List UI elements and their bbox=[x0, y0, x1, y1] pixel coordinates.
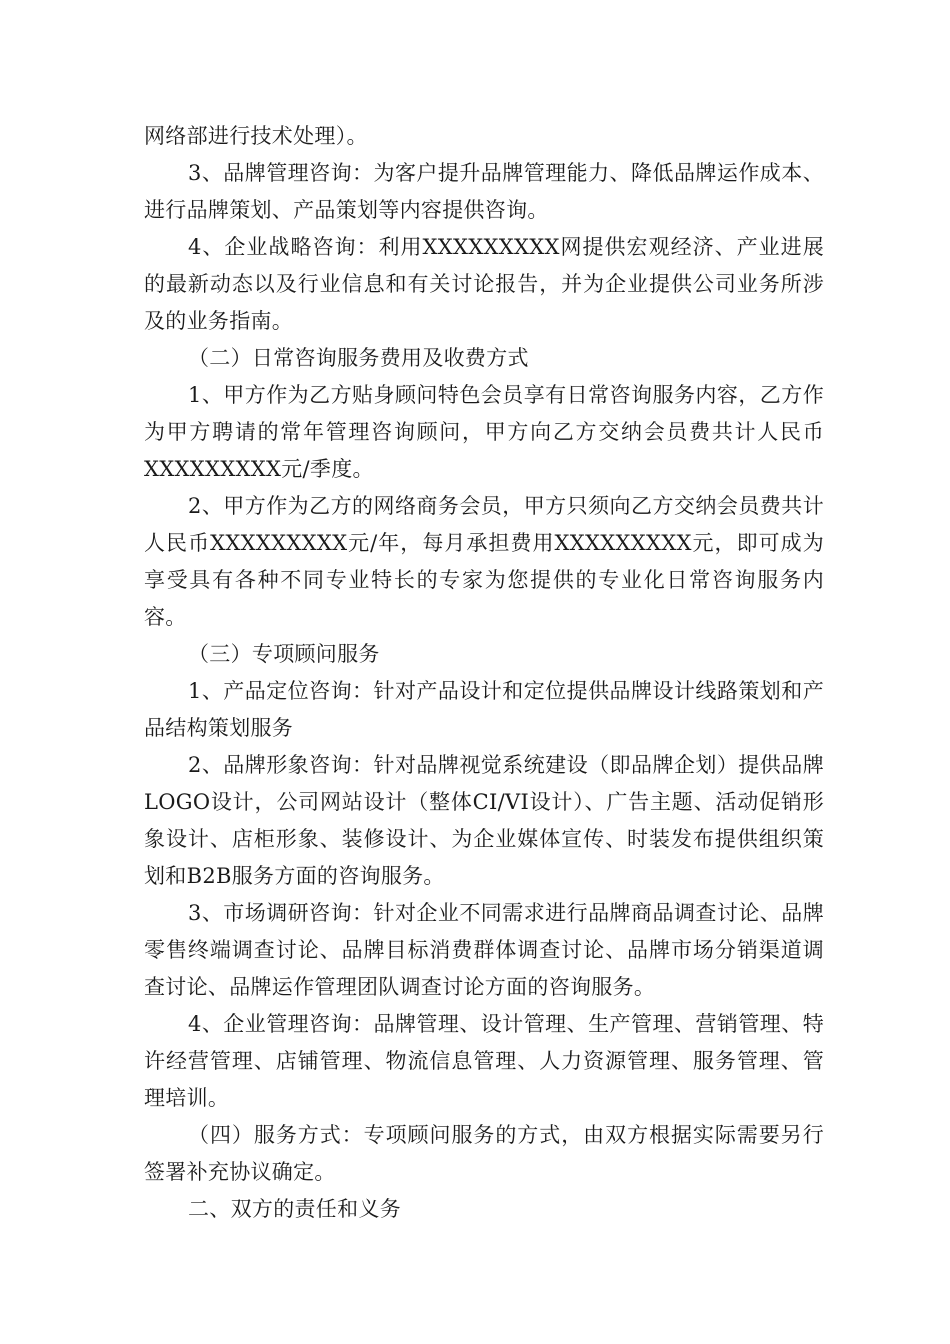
paragraph-brand-management: 3、品牌管理咨询：为客户提升品牌管理能力、降低品牌运作成本、进行品牌策划、产品策划等内容提供咨询。 bbox=[144, 161, 824, 222]
section-heading-service-method: （四）服务方式：专项顾问服务的方式，由双方根据实际需要另行签署补充协议确定。 bbox=[144, 1123, 824, 1184]
paragraph-continuation: 网络部进行技术处理）。 bbox=[144, 124, 368, 148]
paragraph-fee-annual: 2、甲方作为乙方的网络商务会员，甲方只须向乙方交纳会员费共计人民币XXXXXXXXX元/年，每月承担费用XXXXXXXXX元，即可成为享受具有各种不同专业特长的专家为您提供的专业化日常咨询服务内容。 bbox=[144, 494, 824, 629]
paragraph-brand-image: 2、品牌形象咨询：针对品牌视觉系统建设（即品牌企划）提供品牌LOGO设计，公司网站设计（整体CI/VI设计）、广告主题、活动促销形象设计、店柜形象、装修设计、为企业媒体宣传、时装发布提供组织策划和B2B服务方面的咨询服务。 bbox=[144, 753, 824, 888]
paragraph-fee-quarterly: 1、甲方作为乙方贴身顾问特色会员享有日常咨询服务内容，乙方作为甲方聘请的常年管理咨询顾问，甲方向乙方交纳会员费共计人民币XXXXXXXXX元/季度。 bbox=[144, 383, 824, 481]
section-heading-responsibilities: 二、双方的责任和义务 bbox=[188, 1197, 401, 1221]
paragraph-strategy-consulting: 4、企业战略咨询：利用XXXXXXXXX网提供宏观经济、产业进展的最新动态以及行业信息和有关讨论报告，并为企业提供公司业务所涉及的业务指南。 bbox=[144, 235, 824, 333]
document-body bbox=[144, 118, 824, 1228]
paragraph-market-research: 3、市场调研咨询：针对企业不同需求进行品牌商品调查讨论、品牌零售终端调查讨论、品牌目标消费群体调查讨论、品牌市场分销渠道调查讨论、品牌运作管理团队调查讨论方面的咨询服务。 bbox=[144, 901, 824, 999]
paragraph-product-positioning: 1、产品定位咨询：针对产品设计和定位提供品牌设计线路策划和产品结构策划服务 bbox=[144, 679, 824, 740]
paragraph-enterprise-management: 4、企业管理咨询：品牌管理、设计管理、生产管理、营销管理、特许经营管理、店铺管理、物流信息管理、人力资源管理、服务管理、管理培训。 bbox=[144, 1012, 824, 1110]
section-heading-special-services: （三）专项顾问服务 bbox=[188, 642, 380, 666]
section-heading-fees: （二）日常咨询服务费用及收费方式 bbox=[188, 346, 529, 370]
